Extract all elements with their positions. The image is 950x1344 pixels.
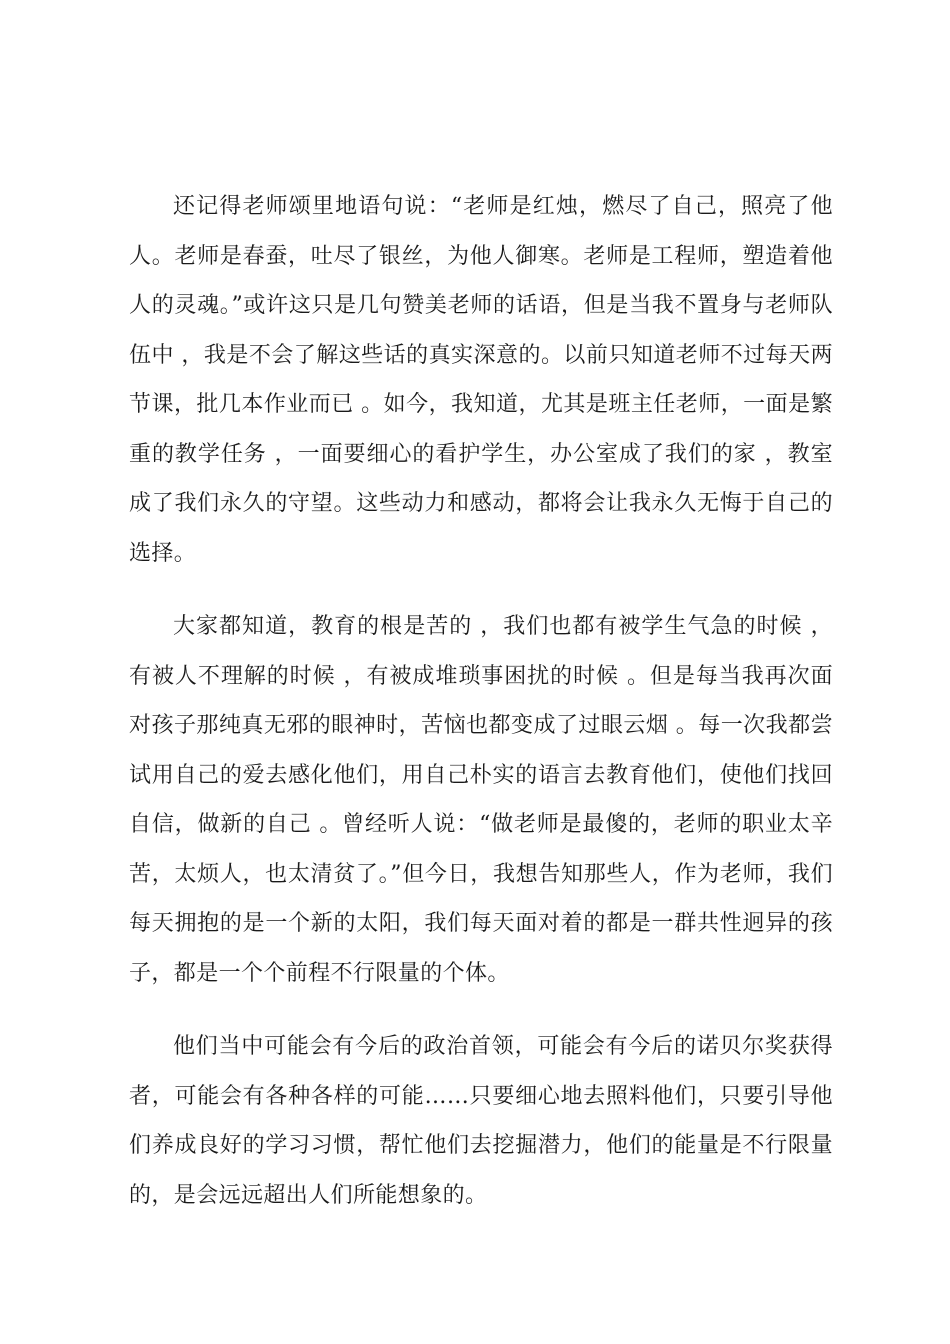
paragraph-2: 大家都知道，教育的根是苦的 ，我们也都有被学生气急的时候 ，有被人不理解的时候 ，有被成堆琐事困扰的时候 。但是每当我再次面对孩子那纯真无邪的眼神时，苦恼也都变成了过眼云烟 。每一次我都尝试用自己的爱去感化他们，用自己朴实的语言去教育他们，使他们找回自信，做新的自己 。曾经听人说：“做老师是最傻的，老师的职业太辛苦，太烦人，也太清贫了。”但今日，我想告知那些人，作为老师，我们每天拥抱的是一个新的太阳，我们每天面对着的都是一群共性迥异的孩子，都是一个个前程不行限量的个体。 (129, 614, 833, 986)
paragraph-1: 还记得老师颂里地语句说：“老师是红烛，燃尽了自己，照亮了他人。老师是春蚕，吐尽了银丝，为他人御寒。老师是工程师，塑造着他人的灵魂。”或许这只是几句赞美老师的话语，但是当我不置身与老师队伍中 ，我是不会了解这些话的真实深意的。以前只知道老师不过每天两节课，批几本作业而已 。如今，我知道，尤其是班主任老师，一面是繁重的教学任务 ，一面要细心的看护学生，办公室成了我们的家 ，教室成了我们永久的守望。这些动力和感动，都将会让我永久无悔于自己的选择。 (129, 194, 833, 566)
document-body (129, 182, 833, 1244)
paragraph-3: 他们当中可能会有今后的政治首领，可能会有今后的诺贝尔奖获得者，可能会有各种各样的可能……只要细心地去照料他们，只要引导他们养成良好的学习习惯，帮忙他们去挖掘潜力，他们的能量是不行限量的，是会远远超出人们所能想象的。 (129, 1034, 833, 1208)
